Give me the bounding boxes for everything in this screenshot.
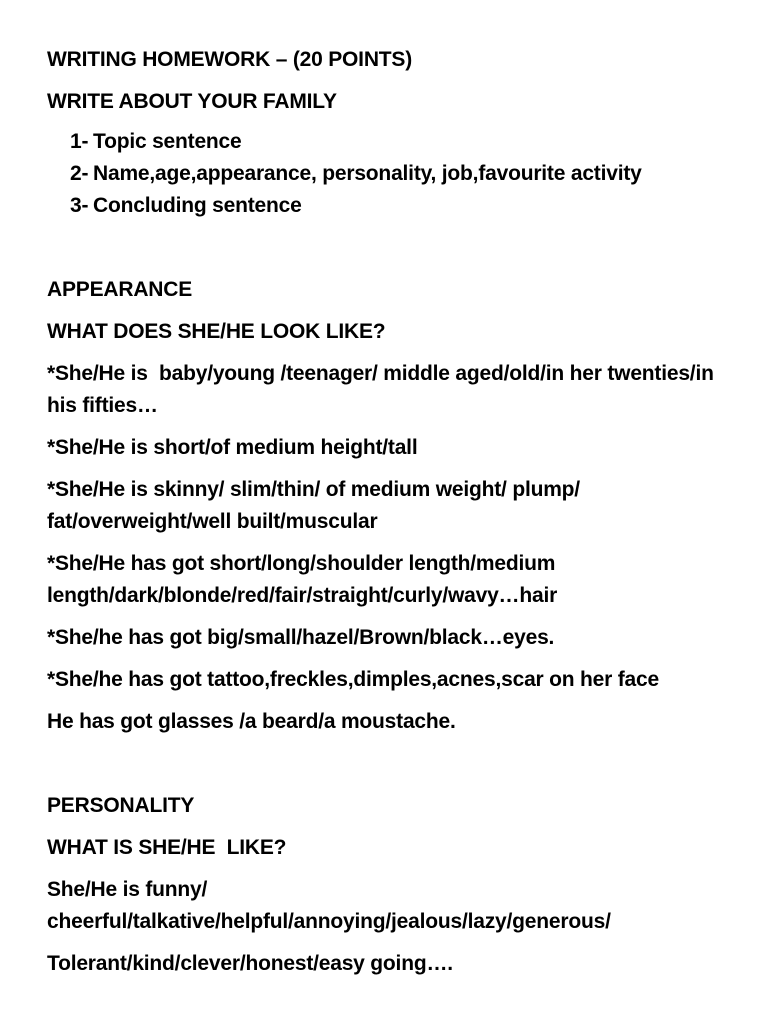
appearance-line: *She/he has got tattoo,freckles,dimples,acnes,scar on her face [47,668,659,691]
steps-list [47,126,747,222]
list-item [70,190,747,222]
appearance-question: WHAT DOES SHE/HE LOOK LIKE? [47,320,386,343]
list-item [70,158,747,190]
appearance-line: He has got glasses /a beard/a moustache. [47,710,456,733]
personality-question: WHAT IS SHE/HE LIKE? [47,836,287,859]
appearance-line: *She/He is baby/young /teenager/ middle aged/old/in her twenties/in his fifties… [47,362,720,417]
appearance-line: *She/He is skinny/ slim/thin/ of medium weight/ plump/ fat/overweight/well built/muscular [47,478,586,533]
personality-line: She/He is funny/ cheerful/talkative/helpful/annoying/jealous/lazy/generous/ [47,878,611,933]
list-item-number: 1- [70,130,89,153]
list-item-text: Topic sentence [93,130,242,153]
appearance-heading: APPEARANCE [47,278,193,301]
appearance-line: *She/He has got short/long/shoulder length/medium length/dark/blonde/red/fair/straight/curly/wavy…hair [47,552,561,607]
document-page [47,44,747,980]
list-item-number: 2- [70,162,89,185]
list-item-text: Concluding sentence [93,194,302,217]
appearance-line: *She/he has got big/small/hazel/Brown/black…eyes. [47,626,555,649]
list-item-number: 3- [70,194,89,217]
personality-line: Tolerant/kind/clever/honest/easy going…. [47,952,453,975]
homework-title: WRITING HOMEWORK – (20 POINTS) [47,48,413,71]
appearance-line: *She/He is short/of medium height/tall [47,436,418,459]
list-item-text: Name,age,appearance, personality, job,favourite activity [93,162,642,185]
list-item [70,126,747,158]
personality-heading: PERSONALITY [47,794,195,817]
homework-subtitle: WRITE ABOUT YOUR FAMILY [47,90,337,113]
